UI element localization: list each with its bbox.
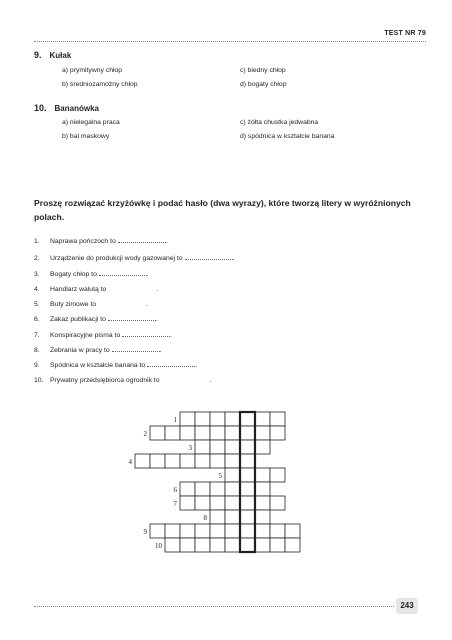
- clue-text: Urządzenie do produkcji wody gazowanej to: [50, 255, 183, 262]
- crossword-row-number: 8: [203, 514, 207, 522]
- crossword-cell[interactable]: [270, 412, 285, 426]
- crossword-row-number: 9: [143, 528, 147, 536]
- crossword-cell[interactable]: [255, 412, 270, 426]
- crossword-cell[interactable]: [225, 496, 240, 510]
- crossword-cell[interactable]: [255, 468, 270, 482]
- question-10-number: 10.: [34, 103, 47, 113]
- crossword-cell[interactable]: [195, 538, 210, 552]
- crossword-cell[interactable]: [225, 454, 240, 468]
- crossword-row-number: 7: [173, 500, 177, 508]
- crossword-cell[interactable]: [255, 510, 270, 524]
- crossword-cell[interactable]: [180, 496, 195, 510]
- crossword-cell[interactable]: [255, 496, 270, 510]
- crossword-cell[interactable]: [195, 454, 210, 468]
- clue-number: 9.: [34, 362, 40, 369]
- clue-number: 6.: [34, 316, 40, 323]
- crossword-cell[interactable]: [210, 524, 225, 538]
- crossword-cell[interactable]: [255, 482, 270, 496]
- crossword-cell[interactable]: [225, 412, 240, 426]
- crossword-cell[interactable]: [255, 524, 270, 538]
- crossword-cell[interactable]: [150, 524, 165, 538]
- crossword-row-number: 2: [143, 430, 147, 438]
- crossword-cell[interactable]: [210, 496, 225, 510]
- crossword-cell[interactable]: [180, 412, 195, 426]
- question-9-option-c[interactable]: c) biedny chłop: [240, 67, 286, 74]
- crossword-cell[interactable]: [180, 426, 195, 440]
- question-10-option-a[interactable]: a) nielegalna praca: [62, 119, 120, 126]
- crossword-cell[interactable]: [180, 538, 195, 552]
- crossword-cell[interactable]: [165, 538, 180, 552]
- clue-text: Handlarz walutą to: [50, 286, 107, 293]
- crossword-cell[interactable]: [150, 426, 165, 440]
- crossword-cell[interactable]: [225, 482, 240, 496]
- clue-text: Bogaty chłop to: [50, 271, 97, 278]
- clue-text: Zebrania w pracy to: [50, 347, 110, 354]
- clue-text: Spódnica w kształcie banana to: [50, 362, 146, 369]
- crossword-cell[interactable]: [195, 426, 210, 440]
- crossword-row-number: 1: [173, 416, 177, 424]
- clue-number: 7.: [34, 332, 40, 339]
- question-10-option-c[interactable]: c) żółta chustka jedwabna: [240, 119, 319, 126]
- crossword-cell[interactable]: [225, 468, 240, 482]
- question-9-option-b[interactable]: b) średniozamożny chłop: [62, 81, 138, 88]
- crossword-cell[interactable]: [270, 426, 285, 440]
- clue-end: .: [146, 271, 149, 278]
- crossword-cell[interactable]: [270, 468, 285, 482]
- crossword-highlight-cell[interactable]: [240, 538, 255, 552]
- clue-end: .: [232, 255, 235, 262]
- question-9-number: 9.: [34, 50, 42, 60]
- crossword-cell[interactable]: [210, 538, 225, 552]
- crossword-cell[interactable]: [210, 482, 225, 496]
- crossword-cell[interactable]: [165, 454, 180, 468]
- crossword-cell[interactable]: [255, 538, 270, 552]
- crossword-cell[interactable]: [225, 538, 240, 552]
- crossword-cell[interactable]: [210, 510, 225, 524]
- crossword-cell[interactable]: [195, 440, 210, 454]
- crossword-cell[interactable]: [210, 454, 225, 468]
- crossword-cell[interactable]: [180, 524, 195, 538]
- crossword-highlight-cell[interactable]: [240, 426, 255, 440]
- crossword-highlight-cell[interactable]: [240, 454, 255, 468]
- crossword-cell[interactable]: [180, 454, 195, 468]
- clue-end: .: [165, 238, 168, 245]
- crossword-cell[interactable]: [225, 440, 240, 454]
- crossword-cell[interactable]: [165, 426, 180, 440]
- crossword-row-number: 4: [128, 458, 132, 466]
- clue-end: .: [170, 332, 173, 339]
- crossword-highlight-cell[interactable]: [240, 482, 255, 496]
- crossword-cell[interactable]: [285, 524, 300, 538]
- clue-end: .: [209, 377, 212, 384]
- crossword-row-number: 5: [218, 472, 222, 480]
- crossword-cell[interactable]: [195, 412, 210, 426]
- page-number: 243: [396, 598, 418, 614]
- crossword-cell[interactable]: [270, 538, 285, 552]
- crossword-row-number: 3: [188, 444, 192, 452]
- crossword-cell[interactable]: [225, 524, 240, 538]
- crossword-cell[interactable]: [270, 496, 285, 510]
- crossword-highlight-cell[interactable]: [240, 524, 255, 538]
- clue-text: Buty zimowe to: [50, 301, 97, 308]
- crossword-cell[interactable]: [135, 454, 150, 468]
- clue-number: 8.: [34, 347, 40, 354]
- crossword-cell[interactable]: [210, 412, 225, 426]
- crossword-cell[interactable]: [225, 426, 240, 440]
- question-10-word: Bananówka: [54, 104, 99, 113]
- clue-number: 3.: [34, 271, 40, 278]
- crossword-cell[interactable]: [225, 510, 240, 524]
- clue-end: .: [159, 347, 162, 354]
- crossword-cell[interactable]: [210, 440, 225, 454]
- question-9-option-a[interactable]: a) prymitywny chłop: [62, 67, 123, 74]
- crossword-cell[interactable]: [255, 426, 270, 440]
- clue-number: 4.: [34, 286, 40, 293]
- clue-text: Prywatny przedsiębiorca ogrodnik to: [50, 377, 160, 384]
- clue-number: 5.: [34, 301, 40, 308]
- crossword-highlight-cell[interactable]: [240, 412, 255, 426]
- crossword-row-number: 6: [173, 486, 177, 494]
- question-10-option-d[interactable]: d) spódnica w kształcie banana: [240, 133, 335, 140]
- crossword-row-number: 10: [155, 542, 162, 550]
- clue-text: Zakaz publikacji to: [50, 316, 106, 323]
- crossword-cell[interactable]: [270, 524, 285, 538]
- crossword-highlight-cell[interactable]: [240, 496, 255, 510]
- crossword-highlight-cell[interactable]: [240, 440, 255, 454]
- clue-end: .: [155, 316, 158, 323]
- test-number-label: TEST NR 79: [384, 30, 426, 37]
- crossword-cell[interactable]: [210, 426, 225, 440]
- question-9-word: Kułak: [49, 51, 72, 60]
- crossword-cell[interactable]: [195, 524, 210, 538]
- crossword-cell[interactable]: [195, 482, 210, 496]
- crossword-highlight-cell[interactable]: [240, 468, 255, 482]
- footer-divider: [34, 606, 394, 607]
- clue-end: .: [156, 286, 159, 293]
- question-10-option-b[interactable]: b) bal maskowy: [62, 133, 110, 140]
- crossword-cell[interactable]: [195, 496, 210, 510]
- crossword-highlight-cell[interactable]: [240, 510, 255, 524]
- crossword-instruction: Proszę rozwiązać krzyżówkę i podać hasło (dwa wyrazy), które tworzą litery w wyróżnionych polach.: [34, 198, 411, 222]
- clue-end: .: [145, 301, 148, 308]
- question-9-option-d[interactable]: d) bogaty chłop: [240, 81, 287, 88]
- crossword-cell[interactable]: [180, 482, 195, 496]
- clue-number: 1.: [34, 238, 40, 245]
- clue-text: Naprawa pończoch to: [50, 238, 116, 245]
- clue-number: 2.: [34, 255, 40, 262]
- clue-text: Konspiracyjne pisma to: [50, 332, 121, 339]
- crossword-cell[interactable]: [150, 454, 165, 468]
- clue-number: 10.: [34, 377, 44, 384]
- clue-end: .: [195, 362, 197, 369]
- crossword-cell[interactable]: [285, 538, 300, 552]
- crossword-cell[interactable]: [165, 524, 180, 538]
- crossword-cell[interactable]: [255, 440, 270, 454]
